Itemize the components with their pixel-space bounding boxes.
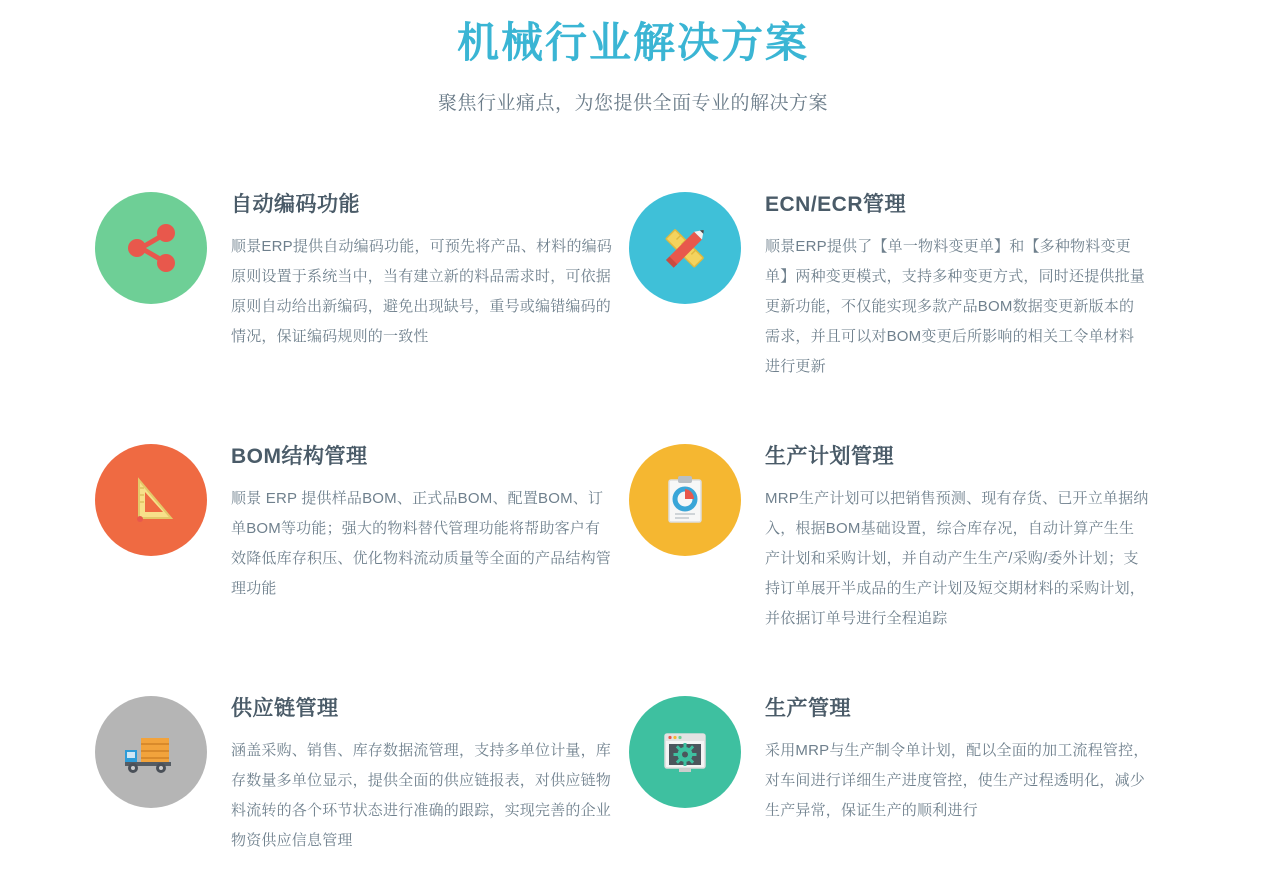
feature-body — [765, 420, 1149, 634]
page-header — [0, 0, 1266, 115]
feature-title: 生产管理 — [765, 697, 851, 720]
page-title: 机械行业解决方案 — [456, 19, 809, 66]
feature-body — [765, 672, 1149, 826]
feature-card-production-management — [629, 672, 1149, 856]
feature-title: BOM结构管理 — [231, 445, 368, 468]
feature-description: 顺景 ERP 提供样品BOM、正式品BOM、配置BOM、订单BOM等功能；强大的物料替代管理功能将帮助客户有效降低库存积压、优化物料流动质量等全面的产品结构管理功能 — [231, 490, 612, 597]
feature-title: 自动编码功能 — [231, 193, 360, 216]
feature-title: 供应链管理 — [231, 697, 339, 720]
feature-body — [231, 420, 613, 604]
truck-icon — [95, 696, 207, 808]
feature-description: 顺景ERP提供了【单一物料变更单】和【多种物料变更单】两种变更模式，支持多种变更方式，同时还提供批量更新功能，不仅能实现多款产品BOM数据变更新版本的需求，并且可以对BOM变更后所影响的相关工令单材料进行更新 — [765, 238, 1146, 375]
feature-description: 采用MRP与生产制令单计划，配以全面的加工流程管控，对车间进行详细生产进度管控，使生产过程透明化，减少生产异常，保证生产的顺利进行 — [765, 742, 1149, 819]
feature-card-bom-structure — [95, 420, 615, 634]
monitor-gear-icon — [629, 696, 741, 808]
feature-title: 生产计划管理 — [765, 445, 894, 468]
share-nodes-icon — [95, 192, 207, 304]
feature-card-supply-chain — [95, 672, 615, 856]
feature-body — [231, 672, 613, 856]
clipboard-chart-icon — [629, 444, 741, 556]
feature-card-ecn-ecr — [629, 168, 1149, 382]
feature-description: 顺景ERP提供自动编码功能，可预先将产品、材料的编码原则设置于系统当中，当有建立新的料品需求时，可依据原则自动给出新编码，避免出现缺号，重号或编错编码的情况，保证编码规则的一致性 — [231, 238, 613, 345]
feature-title: ECN/ECR管理 — [765, 193, 907, 216]
feature-grid — [0, 168, 1266, 894]
feature-card-production-plan — [629, 420, 1149, 634]
set-square-icon — [95, 444, 207, 556]
feature-body — [231, 168, 613, 352]
feature-description: MRP生产计划可以把销售预测、现有存货、已开立单据纳入，根据BOM基础设置，综合库存况，自动计算产生生产计划和采购计划，并自动产生生产/采购/委外计划；支持订单展开半成品的生产计划及短交期材料的采购计划，并依据订单号进行全程追踪 — [765, 490, 1149, 627]
pencil-ruler-icon — [629, 192, 741, 304]
page-subtitle: 聚焦行业痛点，为您提供全面专业的解决方案 — [437, 93, 828, 114]
feature-description: 涵盖采购、销售、库存数据流管理，支持多单位计量，库存数量多单位显示，提供全面的供应链报表，对供应链物料流转的各个环节状态进行准确的跟踪，实现完善的企业物资供应信息管理 — [231, 742, 612, 849]
feature-card-auto-coding — [95, 168, 615, 382]
feature-body — [765, 168, 1149, 382]
